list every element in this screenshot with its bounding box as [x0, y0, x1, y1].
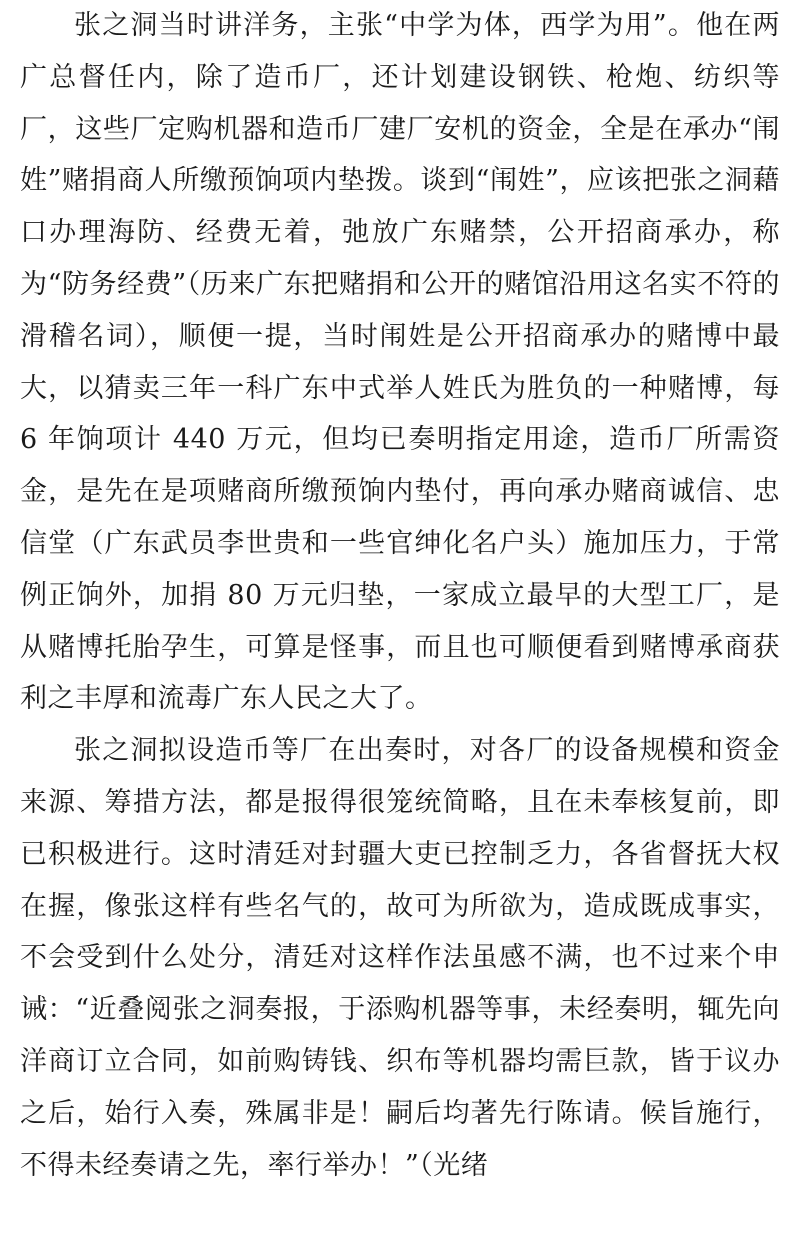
- document-page: [20, 0, 780, 1239]
- paragraph-2: 张之洞拟设造币等厂在出奏时，对各厂的设备规模和资金来源、筹措方法，都是报得很笼统简略，且在未奉核复前，即已积极进行。这时清廷对封疆大吏已控制乏力，各省督抚大权在握，像张这样有些名气的，故可为所欲为，造成既成事实，不会受到什么处分，清廷对这样作法虽感不满，也不过来个申诫：“近叠阅张之洞奏报，于添购机器等事，未经奏明，辄先向洋商订立合同，如前购铸钱、织布等机器均需巨款，皆于议办之后，始行入奏，殊属非是！嗣后均著先行陈请。候旨施行，不得未经奏请之先，率行举办！”（光绪: [20, 735, 780, 1181]
- paragraph-1: 张之洞当时讲洋务，主张“中学为体，西学为用”。他在两广总督任内，除了造币厂，还计划建设钢铁、枪炮、纺织等厂，这些厂定购机器和造币厂建厂安机的资金，全是在承办“闱姓”赌捐商人所缴预饷项内垫拨。谈到“闱姓”，应该把张之洞藉口办理海防、经费无着，弛放广东赌禁，公开招商承办，称为“防务经费”（历来广东把赌捐和公开的赌馆沿用这名实不符的滑稽名词），顺便一提，当时闱姓是公开招商承办的赌博中最大，以猜卖三年一科广东中式举人姓氏为胜负的一种赌博，每 6 年饷项计 440 万元，但均已奏明指定用途，造币厂所需资金，是先在是项赌商所缴预饷内垫付，再向承办赌商诚信、忠信堂（广东武员李世贵和一些官绅化名户头）施加压力，于常例正饷外，加捐 80 万元归垫，一家成立最早的大型工厂，是从赌博托胎孕生，可算是怪事，而且也可顺便看到赌博承商获利之丰厚和流毒广东人民之大了。: [20, 10, 780, 715]
